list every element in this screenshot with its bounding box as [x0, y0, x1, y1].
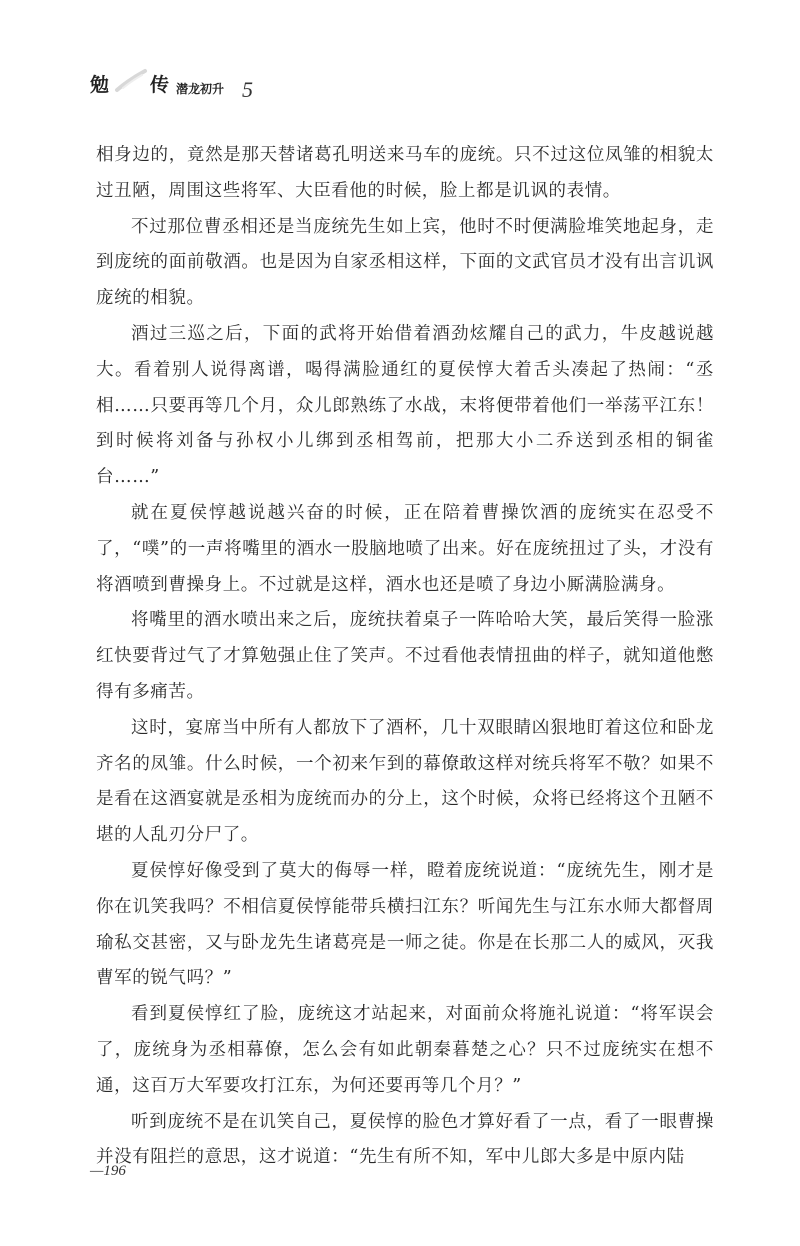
paragraph: 不过那位曹丞相还是当庞统先生如上宾，他时不时便满脸堆笑地起身，走到庞统的面前敬酒。也是因为自家丞相这样，下面的文武官员才没有出言讥讽庞统的相貌。 — [96, 216, 714, 309]
paragraph: 将嘴里的酒水喷出来之后，庞统扶着桌子一阵哈哈大笑，最后笑得一脸涨红快要背过气了才算勉强止住了笑声。不过看他表情扭曲的样子，就知道他憋得有多痛苦。 — [96, 610, 714, 702]
brush-stroke-decoration — [114, 68, 148, 94]
paragraph: 夏侯惇好像受到了莫大的侮辱一样，瞪着庞统说道：“庞统先生，刚才是你在讥笑我吗？不相信夏侯惇能带兵横扫江东？听闻先生与江东水师大都督周瑜私交甚密，又与卧龙先生诸葛亮是一师之徒。你是在长那二人的威风，灭我曹军的锐气吗？” — [96, 860, 714, 989]
paragraph: 就在夏侯惇越说越兴奋的时候，正在陪着曹操饮酒的庞统实在忍受不了，“噗”的一声将嘴里的酒水一股脑地喷了出来。好在庞统扭过了头，才没有将酒喷到曹操身上。不过就是这样，酒水也还是喷了身边小厮满脸满身。 — [96, 502, 714, 595]
page-number: —196 — [90, 1163, 126, 1179]
running-header — [90, 64, 310, 104]
paragraph: 听到庞统不是在讥笑自己，夏侯惇的脸色才算好看了一点，看了一眼曹操并没有阻拦的意思，这才说道：“先生有所不知，军中儿郎大多是中原内陆 — [96, 1111, 714, 1168]
paragraph: 酒过三巡之后，下面的武将开始借着酒劲炫耀自己的武力，牛皮越说越大。看着别人说得离谱，喝得满脸通红的夏侯惇大着舌头凑起了热闹：“丞相……只要再等几个月，众儿郎熟练了水战，末将便带着他们一举荡平江东！到时候将刘备与孙权小儿绑到丞相驾前，把那大小二乔送到丞相的铜雀台……” — [96, 323, 714, 488]
header-volume-number: 5 — [242, 77, 253, 102]
header-title-char-2: 传 — [150, 74, 170, 96]
paragraph: 看到夏侯惇红了脸，庞统这才站起来，对面前众将施礼说道：“将军误会了，庞统身为丞相幕僚，怎么会有如此朝秦暮楚之心？只不过庞统实在想不通，这百万大军要攻打江东，为何还要再等几个月？” — [96, 1004, 714, 1096]
header-title-char-1: 勉 — [90, 74, 110, 96]
header-subtitle: 潜龙初升 — [176, 82, 225, 96]
page-body — [96, 138, 714, 1168]
paragraph: 这时，宴席当中所有人都放下了酒杯，几十双眼睛凶狠地盯着这位和卧龙齐名的凤雏。什么时候，一个初来乍到的幕僚敢这样对统兵将军不敬？如果不是看在这酒宴就是丞相为庞统而办的分上，这个时候，众将已经将这个丑陋不堪的人乱刃分尸了。 — [96, 717, 714, 846]
paragraph: 相身边的，竟然是那天替诸葛孔明送来马车的庞统。只不过这位凤雏的相貌太过丑陋，周围这些将军、大臣看他的时候，脸上都是讥讽的表情。 — [96, 145, 714, 201]
